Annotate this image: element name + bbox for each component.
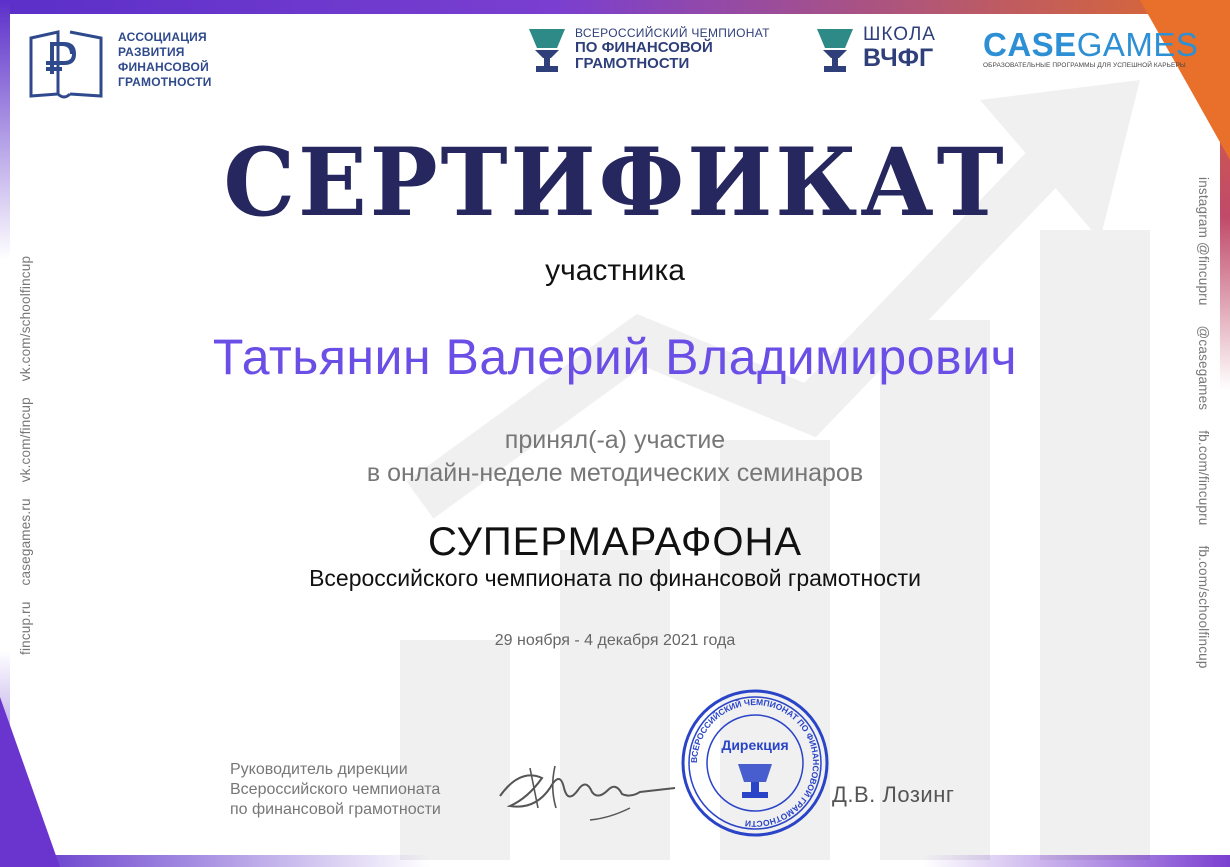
link-vk-fincup: vk.com/fincup (18, 397, 33, 483)
link-vk-schoolfincup: vk.com/schoolfincup (18, 255, 33, 382)
casegames-games: GAMES (1076, 26, 1199, 63)
association-name: АССОЦИАЦИЯ РАЗВИТИЯ ФИНАНСОВОЙ ГРАМОТНОСТИ (118, 30, 212, 89)
link-fincup: fincup.ru (18, 601, 33, 655)
signatory-role: Руководитель дирекции Всероссийского чемпионата по финансовой грамотности (230, 761, 441, 818)
cup-icon (815, 26, 855, 74)
frame-top-border (0, 0, 1230, 14)
championship-line1: ВСЕРОССИЙСКИЙ ЧЕМПИОНАТ (575, 26, 770, 40)
championship-line3: ГРАМОТНОСТИ (575, 55, 690, 72)
certificate-subtitle: участника (545, 254, 685, 287)
recipient-name: Татьянин Валерий Владимирович (212, 329, 1018, 385)
participation-line1: принял(-а) участие (504, 426, 726, 454)
link-casegames-social: @casegames (1196, 325, 1211, 411)
link-casegames: casegames.ru (18, 498, 33, 586)
signatory-name: Д.В. Лозинг (832, 782, 955, 807)
school-logo (815, 24, 975, 76)
official-stamp (680, 688, 830, 838)
link-instagram: instagram @fincupru (1196, 177, 1211, 306)
cup-icon (527, 26, 567, 74)
casegames-tagline: ОБРАЗОВАТЕЛЬНЫЕ ПРОГРАММЫ ДЛЯ УСПЕШНОЙ КАРЬЕРЫ (983, 62, 1186, 69)
participation-line2: в онлайн-неделе методических семинаров (366, 459, 864, 487)
left-side-links (18, 244, 33, 655)
link-fb-schoolfincup: fb.com/schoolfincup (1196, 545, 1211, 669)
school-line1: ШКОЛА (863, 24, 936, 45)
participation-text (0, 424, 1230, 490)
stamp-ring-text: ВСЕРОССИЙСКИЙ ЧЕМПИОНАТ ПО ФИНАНСОВОЙ ГРАМОТНОСТИ (688, 696, 822, 830)
championship-line2: ПО ФИНАНСОВОЙ (575, 39, 713, 56)
association-logo (28, 30, 228, 100)
stamp-center-text: Дирекция (721, 737, 789, 753)
event-title: СУПЕРМАРАФОНА (427, 520, 803, 564)
ruble-book-icon (28, 30, 104, 100)
right-side-links (1196, 177, 1211, 685)
casegames-case: CASE (983, 26, 1077, 63)
event-dates: 29 ноября - 4 декабря 2021 года (494, 632, 736, 649)
championship-logo (527, 26, 807, 76)
certificate-title: СЕРТИФИКАТ (223, 128, 1007, 238)
handwritten-signature (490, 748, 680, 828)
event-subtitle: Всероссийского чемпионата по финансовой грамотности (309, 565, 921, 591)
link-fb-fincupru: fb.com/fincupru (1196, 430, 1211, 526)
school-line2: ВЧФГ (863, 44, 934, 72)
corner-accent-bottom-left (0, 697, 60, 867)
casegames-logo (983, 28, 1208, 78)
